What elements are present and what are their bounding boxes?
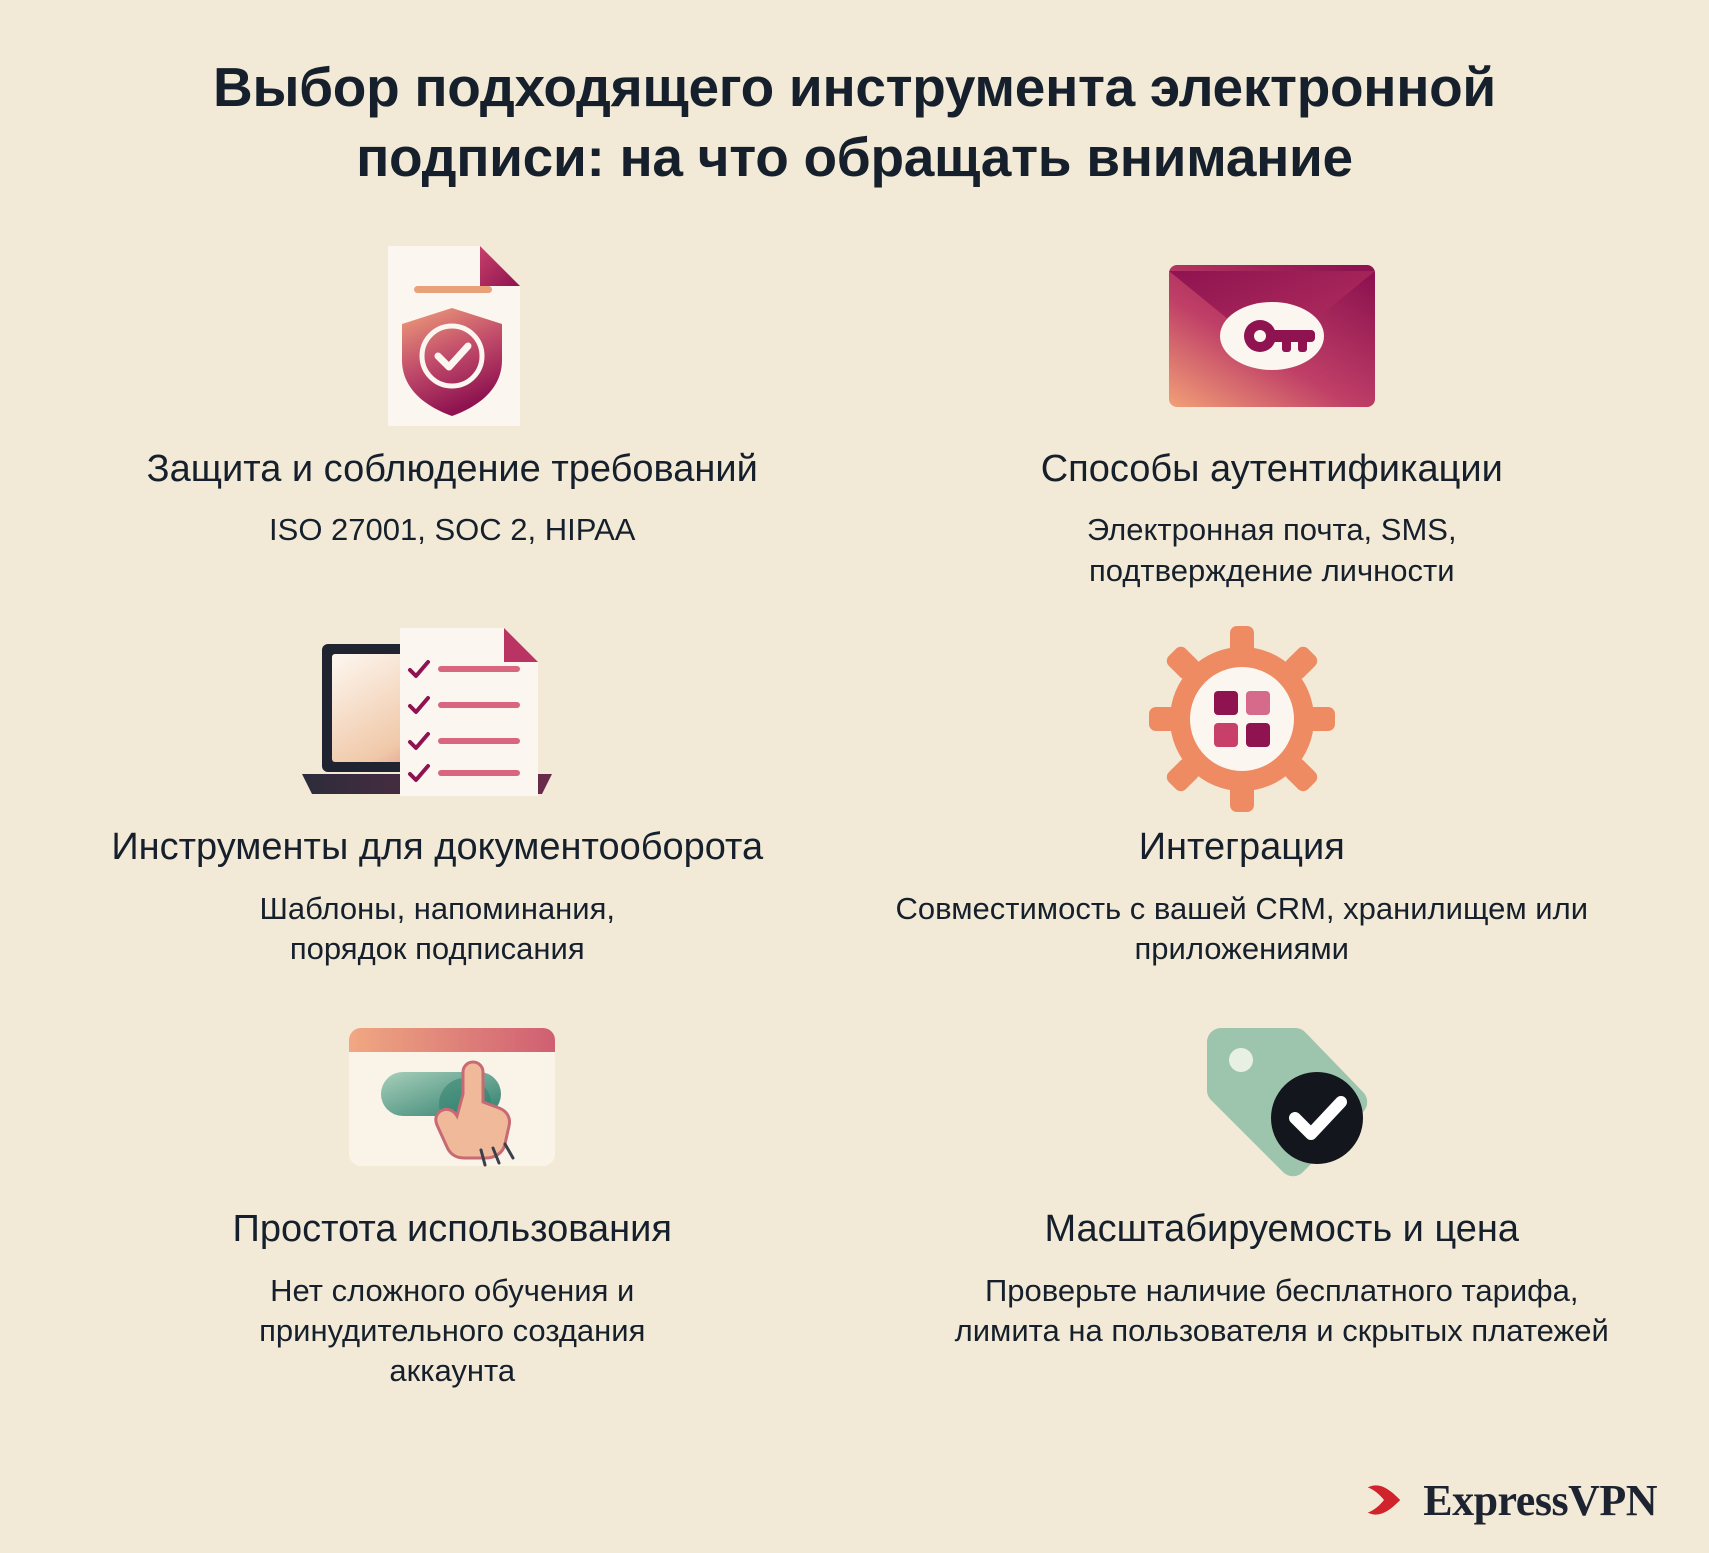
brand-logo [1357, 1473, 1657, 1527]
brand-name: ExpressVPN [1423, 1475, 1657, 1525]
feature-item-ease-of-use [0, 1001, 855, 1391]
feature-title: Инструменты для документооборота [111, 825, 764, 868]
envelope-key-icon [1157, 231, 1387, 441]
feature-item-authentication [855, 231, 1709, 591]
feature-item-integration [855, 619, 1709, 969]
page-title: Выбор подходящего инструмента электронной подписи: на что обращать внимание [213, 56, 1496, 189]
feature-title: Простота использования [232, 1208, 672, 1251]
gear-apps-icon [1142, 619, 1342, 819]
feature-subtitle: Совместимость с вашей CRM, хранилищем или приложениями [895, 890, 1589, 966]
feature-subtitle: Электронная почта, SMS, подтверждение личности [1086, 512, 1457, 588]
feature-title: Масштабируемость и цена [1044, 1208, 1520, 1251]
document-shield-icon [352, 231, 552, 441]
feature-item-security [0, 231, 855, 591]
laptop-checklist-icon [292, 619, 582, 819]
price-tag-check-icon [1177, 1001, 1387, 1201]
expressvpn-logo-icon [1357, 1473, 1411, 1527]
feature-item-workflow [0, 619, 855, 969]
feature-title: Интеграция [1138, 825, 1345, 868]
feature-subtitle: Нет сложного обучения и принудительного создания аккаунта [259, 1272, 646, 1389]
feature-subtitle: Шаблоны, напоминания, порядок подписания [259, 890, 616, 966]
feature-subtitle: ISO 27001, SOC 2, HIPAA [269, 512, 636, 548]
feature-item-pricing [855, 1001, 1709, 1391]
tap-gesture-icon [337, 1001, 567, 1201]
feature-grid [0, 231, 1709, 1392]
feature-subtitle: Проверьте наличие бесплатного тарифа, лимита на пользователя и скрытых платежей [954, 1272, 1609, 1349]
feature-title: Способы аутентификации [1040, 447, 1503, 490]
feature-title: Защита и соблюдение требований [146, 447, 758, 490]
